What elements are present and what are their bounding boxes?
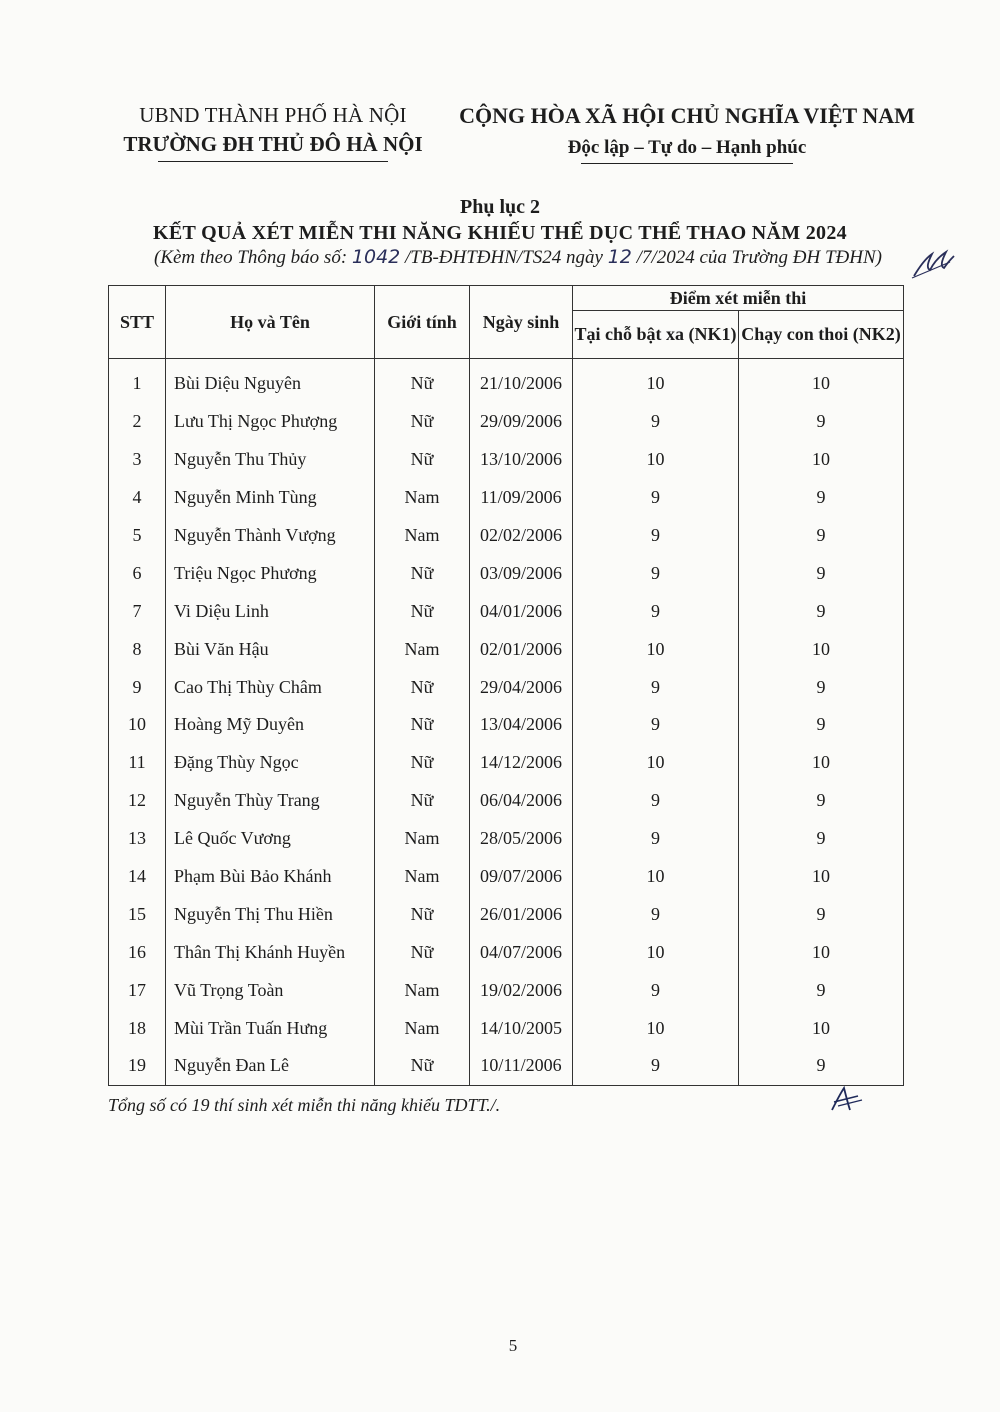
cell-nk2: 10 [739,359,904,403]
appendix-label: Phụ lục 2 [459,196,541,218]
cell-nk1: 10 [573,933,739,971]
cell-name: Bùi Văn Hậu [166,630,375,668]
cell-stt: 11 [109,744,166,782]
cell-gender: Nam [375,858,470,896]
cell-nk2: 10 [739,858,904,896]
col-header-score-group: Điểm xét miễn thi [573,286,904,311]
cell-gender: Nữ [375,592,470,630]
cell-nk1: 10 [573,630,739,668]
cell-nk2: 9 [739,706,904,744]
cell-gender: Nữ [375,359,470,403]
handwritten-day: 12 [607,246,632,268]
cell-stt: 16 [109,933,166,971]
cell-nk1: 10 [573,744,739,782]
cell-stt: 5 [109,517,166,555]
table-row [109,668,904,706]
cell-dob: 04/07/2006 [470,933,573,971]
document-subtitle [0,246,1000,269]
col-header-stt: STT [109,286,166,359]
cell-nk1: 10 [573,1009,739,1047]
cell-stt: 14 [109,858,166,896]
cell-stt: 9 [109,668,166,706]
cell-gender: Nữ [375,1047,470,1085]
cell-nk2: 9 [739,895,904,933]
cell-nk2: 9 [739,479,904,517]
cell-name: Mùi Trần Tuấn Hưng [166,1009,375,1047]
cell-name: Vi Diệu Linh [166,592,375,630]
cell-nk1: 10 [573,359,739,403]
col-header-name: Họ và Tên [166,286,375,359]
table-row [109,403,904,441]
table-row [109,592,904,630]
cell-gender: Nam [375,820,470,858]
cell-nk2: 9 [739,971,904,1009]
cell-nk2: 10 [739,630,904,668]
cell-nk2: 9 [739,403,904,441]
table-row [109,706,904,744]
cell-gender: Nam [375,479,470,517]
cell-nk1: 9 [573,554,739,592]
cell-name: Bùi Diệu Nguyên [166,359,375,403]
col-header-nk2: Chạy con thoi (NK2) [739,311,904,359]
cell-gender: Nữ [375,744,470,782]
cell-gender: Nữ [375,403,470,441]
table-row [109,1009,904,1047]
cell-name: Thân Thị Khánh Huyền [166,933,375,971]
cell-dob: 03/09/2006 [470,554,573,592]
table-row [109,1047,904,1085]
cell-name: Đặng Thùy Ngọc [166,744,375,782]
cell-nk1: 10 [573,858,739,896]
cell-name: Triệu Ngọc Phương [166,554,375,592]
cell-dob: 02/02/2006 [470,517,573,555]
cell-nk2: 9 [739,1047,904,1085]
motto-underline [581,163,793,164]
cell-gender: Nam [375,517,470,555]
cell-dob: 21/10/2006 [470,359,573,403]
cell-gender: Nam [375,971,470,1009]
cell-stt: 17 [109,971,166,1009]
cell-dob: 11/09/2006 [470,479,573,517]
cell-stt: 19 [109,1047,166,1085]
cell-stt: 13 [109,820,166,858]
cell-gender: Nam [375,1009,470,1047]
cell-gender: Nữ [375,782,470,820]
national-motto: Độc lập – Tự do – Hạnh phúc [567,137,807,158]
subtitle-middle: /TB-ĐHTĐHN/TS24 ngày [400,247,608,268]
cell-nk1: 9 [573,403,739,441]
cell-stt: 10 [109,706,166,744]
cell-stt: 15 [109,895,166,933]
table-row [109,359,904,403]
cell-nk2: 10 [739,744,904,782]
national-title: CỘNG HÒA XÃ HỘI CHỦ NGHĨA VIỆT NAM [459,103,915,128]
cell-name: Lê Quốc Vương [166,820,375,858]
col-header-gender: Giới tính [375,286,470,359]
cell-dob: 13/04/2006 [470,706,573,744]
total-note: Tổng số có 19 thí sinh xét miễn thi năng khiếu TDTT./. [108,1095,501,1115]
subtitle-suffix: /7/2024 của Trường ĐH TĐHN) [631,247,882,268]
col-header-dob: Ngày sinh [470,286,573,359]
col-header-nk1: Tại chỗ bật xa (NK1) [573,311,739,359]
cell-nk2: 9 [739,668,904,706]
cell-gender: Nữ [375,441,470,479]
page-number: 5 [508,1336,518,1355]
cell-name: Nguyễn Minh Tùng [166,479,375,517]
cell-name: Nguyễn Đan Lê [166,1047,375,1085]
cell-gender: Nữ [375,895,470,933]
cell-nk2: 9 [739,517,904,555]
cell-stt: 1 [109,359,166,403]
cell-stt: 8 [109,630,166,668]
cell-dob: 26/01/2006 [470,895,573,933]
cell-stt: 2 [109,403,166,441]
cell-name: Nguyễn Thu Thủy [166,441,375,479]
issuer-authority: UBND THÀNH PHỐ HÀ NỘI [139,103,407,127]
cell-nk2: 10 [739,1009,904,1047]
issuer-block [108,103,438,162]
cell-dob: 10/11/2006 [470,1047,573,1085]
cell-nk2: 9 [739,820,904,858]
cell-name: Phạm Bùi Bảo Khánh [166,858,375,896]
cell-nk1: 9 [573,479,739,517]
cell-dob: 14/12/2006 [470,744,573,782]
cell-nk2: 10 [739,441,904,479]
cell-name: Nguyễn Thành Vượng [166,517,375,555]
cell-dob: 14/10/2005 [470,1009,573,1047]
cell-stt: 3 [109,441,166,479]
cell-dob: 29/04/2006 [470,668,573,706]
national-header [452,103,922,164]
cell-gender: Nữ [375,933,470,971]
table-row [109,630,904,668]
cell-gender: Nữ [375,706,470,744]
cell-gender: Nữ [375,668,470,706]
cell-nk1: 10 [573,441,739,479]
cell-dob: 28/05/2006 [470,820,573,858]
cell-nk1: 9 [573,820,739,858]
table-row [109,895,904,933]
cell-nk2: 9 [739,782,904,820]
cell-name: Vũ Trọng Toàn [166,971,375,1009]
cell-dob: 13/10/2006 [470,441,573,479]
cell-nk2: 9 [739,554,904,592]
cell-nk1: 9 [573,971,739,1009]
cell-name: Nguyễn Thị Thu Hiền [166,895,375,933]
cell-nk1: 9 [573,782,739,820]
cell-name: Cao Thị Thùy Châm [166,668,375,706]
table-row [109,744,904,782]
cell-stt: 4 [109,479,166,517]
initials-icon [910,248,956,282]
cell-nk1: 9 [573,517,739,555]
table-row [109,933,904,971]
subtitle-prefix: (Kèm theo Thông báo số: [154,247,352,268]
cell-stt: 7 [109,592,166,630]
cell-dob: 19/02/2006 [470,971,573,1009]
document-title: KẾT QUẢ XÉT MIỄN THI NĂNG KHIẾU THỂ DỤC THỂ THAO NĂM 2024 [153,222,847,244]
cell-stt: 18 [109,1009,166,1047]
table-row [109,479,904,517]
cell-nk2: 10 [739,933,904,971]
cell-nk1: 9 [573,895,739,933]
table-row [109,517,904,555]
cell-dob: 29/09/2006 [470,403,573,441]
cell-dob: 06/04/2006 [470,782,573,820]
table-row [109,971,904,1009]
issuer-underline [158,161,388,162]
table-row [109,858,904,896]
cell-name: Nguyễn Thùy Trang [166,782,375,820]
cell-nk2: 9 [739,592,904,630]
cell-nk1: 9 [573,706,739,744]
table-row [109,782,904,820]
table-row [109,554,904,592]
cell-dob: 04/01/2006 [470,592,573,630]
table-row [109,820,904,858]
cell-gender: Nữ [375,554,470,592]
cell-stt: 6 [109,554,166,592]
cell-stt: 12 [109,782,166,820]
issuer-school: TRƯỜNG ĐH THỦ ĐÔ HÀ NỘI [123,132,423,156]
cell-gender: Nam [375,630,470,668]
cell-dob: 02/01/2006 [470,630,573,668]
cell-nk1: 9 [573,592,739,630]
cell-dob: 09/07/2006 [470,858,573,896]
signature-icon [828,1084,864,1114]
table-row [109,441,904,479]
cell-name: Hoàng Mỹ Duyên [166,706,375,744]
handwritten-number: 1042 [351,246,401,268]
results-table [108,285,904,1086]
cell-name: Lưu Thị Ngọc Phượng [166,403,375,441]
cell-nk1: 9 [573,668,739,706]
cell-nk1: 9 [573,1047,739,1085]
